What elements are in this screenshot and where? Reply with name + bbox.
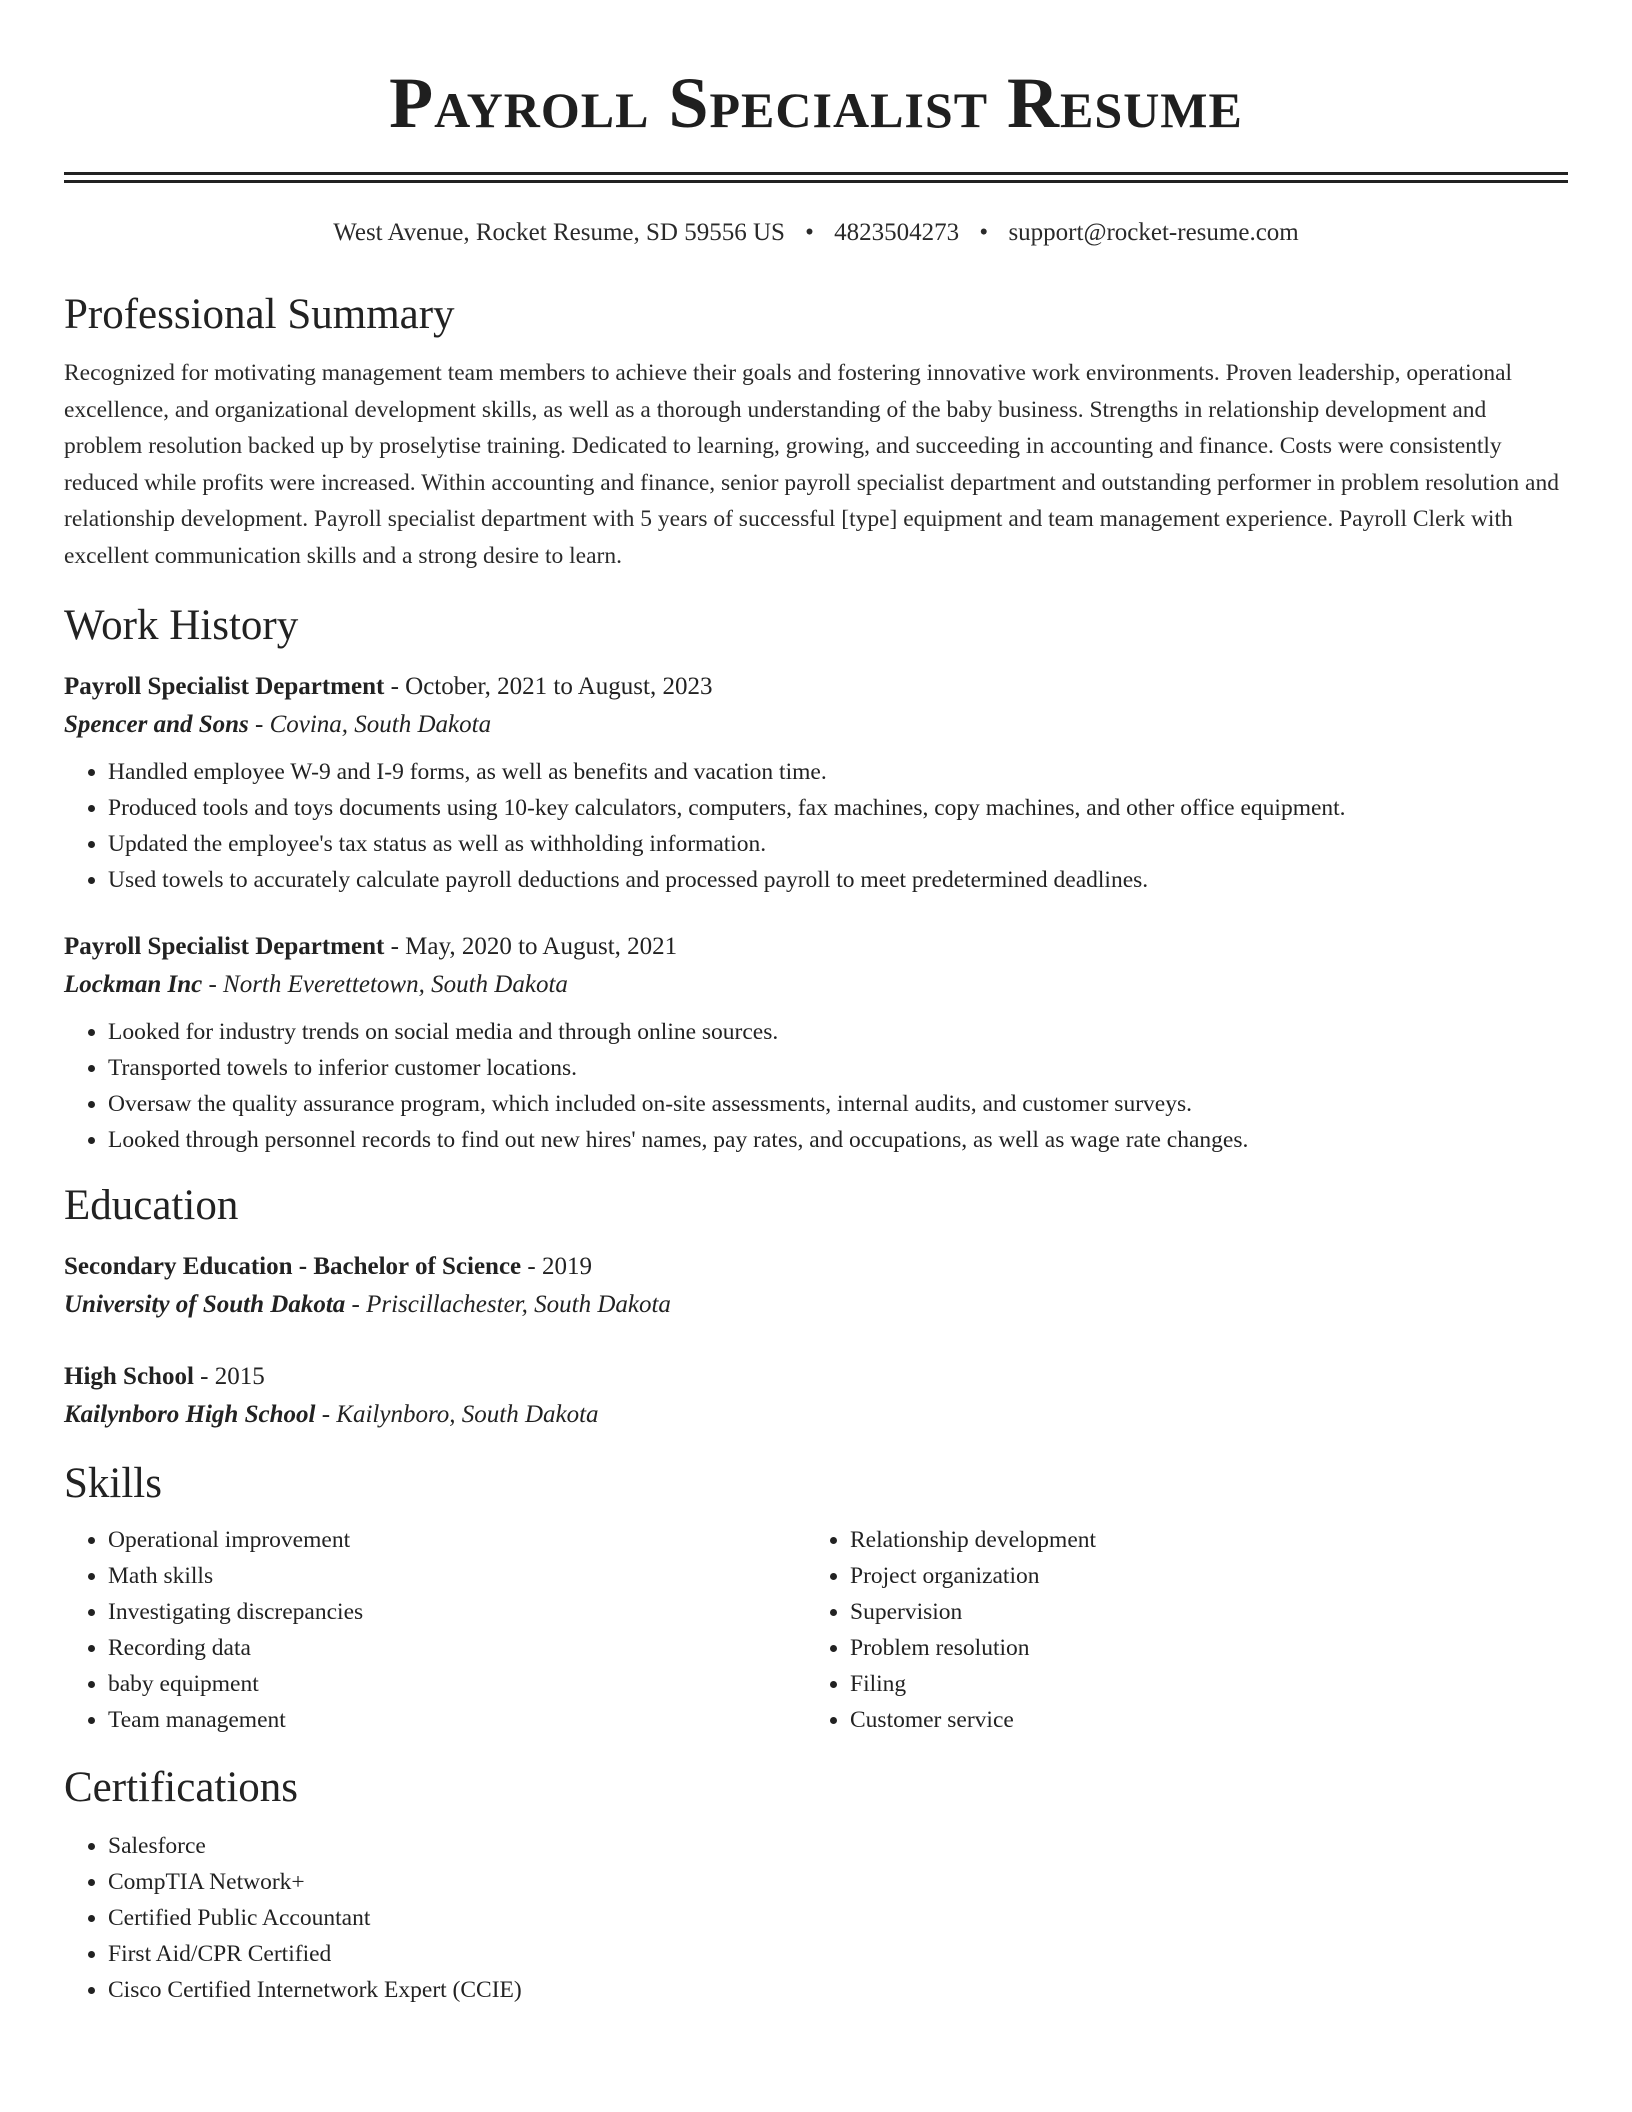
list-item: • CompTIA Network+ <box>108 1864 1568 1900</box>
list-item: • Handled employee W-9 and I-9 forms, as well as benefits and vacation time. <box>108 754 1568 790</box>
education-year: - 2019 <box>521 1253 592 1280</box>
list-item: • Updated the employee's tax status as well as withholding information. <box>108 826 1568 862</box>
contact-separator: • <box>805 219 814 246</box>
list-item: • Relationship development <box>850 1522 1548 1558</box>
list-item: • Team management <box>108 1702 806 1738</box>
skills-list-left <box>64 1522 806 1738</box>
job-entry <box>64 928 1568 1158</box>
job-duties <box>64 754 1568 898</box>
job-role: Payroll Specialist Department <box>64 673 385 700</box>
education-location: - Priscillachester, South Dakota <box>345 1291 671 1318</box>
education-year: - 2015 <box>193 1363 265 1390</box>
job-header <box>64 928 1568 966</box>
work-history-heading: Work History <box>64 602 299 649</box>
contact-line <box>64 215 1568 251</box>
summary-text: Recognized for motivating management team members to achieve their goals and fostering innovative work environments. Proven leadership, operational excellence, and organizational development skills, as well as a thorough understanding of the baby business. Strengths in relationship development and problem resolution backed up by proselytise training. Dedicated to learning, growing, and succeeding in accounting and finance. Costs were consistently reduced while profits were increased. Within accounting and finance, senior payroll specialist department and outstanding performer in problem resolution and relationship development. Payroll specialist department with 5 years of successful [type] equipment and team management experience. Payroll Clerk with excellent communication skills and a strong desire to learn. <box>64 360 1559 569</box>
summary-heading: Professional Summary <box>64 291 455 338</box>
education-heading: Education <box>64 1182 239 1229</box>
list-item: • Oversaw the quality assurance program, which included on-site assessments, internal audits, and customer surveys. <box>108 1086 1568 1122</box>
education-degree: High School <box>64 1363 194 1390</box>
title-divider <box>64 172 1568 183</box>
list-item: • Filing <box>850 1666 1548 1702</box>
list-item: • Looked for industry trends on social media and through online sources. <box>108 1014 1568 1050</box>
list-item: • Operational improvement <box>108 1522 806 1558</box>
education-school: University of South Dakota <box>64 1291 346 1318</box>
list-item: • baby equipment <box>108 1666 806 1702</box>
list-item: • Investigating discrepancies <box>108 1594 806 1630</box>
education-header <box>64 1358 1568 1396</box>
skills-columns <box>64 1522 1568 1738</box>
certifications-list <box>64 1828 1568 2008</box>
list-item: • Supervision <box>850 1594 1548 1630</box>
contact-separator: • <box>979 219 989 246</box>
summary-section <box>64 287 1568 574</box>
list-item: • Used towels to accurately calculate payroll deductions and processed payroll to meet predetermined deadlines. <box>108 862 1568 898</box>
job-header <box>64 668 1568 706</box>
skills-list-right <box>806 1522 1548 1738</box>
job-location: - North Everettetown, South Dakota <box>202 971 568 998</box>
job-company: Lockman Inc <box>64 971 203 998</box>
list-item: • Project organization <box>850 1558 1548 1594</box>
list-item: • Certified Public Accountant <box>108 1900 1568 1936</box>
list-item: • Cisco Certified Internetwork Expert (CCIE) <box>108 1972 1568 2008</box>
job-employer <box>64 966 1568 1004</box>
contact-email: support@rocket-resume.com <box>1008 219 1299 246</box>
job-entry <box>64 668 1568 898</box>
education-school-line <box>64 1286 1568 1324</box>
list-item: • First Aid/CPR Certified <box>108 1936 1568 1972</box>
skills-section <box>64 1456 1568 1738</box>
education-entry <box>64 1358 1568 1434</box>
certifications-heading: Certifications <box>64 1764 299 1811</box>
certifications-section <box>64 1760 1568 2008</box>
list-item: • Produced tools and toys documents using 10-key calculators, computers, fax machines, copy machines, and other office equipment. <box>108 790 1568 826</box>
job-location: - Covina, South Dakota <box>248 711 492 738</box>
job-duties <box>64 1014 1568 1158</box>
job-dates: - October, 2021 to August, 2023 <box>384 673 713 700</box>
list-item: • Customer service <box>850 1702 1548 1738</box>
education-section <box>64 1178 1568 1434</box>
list-item: • Looked through personnel records to find out new hires' names, pay rates, and occupations, as well as wage rate changes. <box>108 1122 1568 1158</box>
skills-heading: Skills <box>64 1460 162 1507</box>
job-dates: - May, 2020 to August, 2021 <box>384 933 678 960</box>
contact-phone: 4823504273 <box>834 219 960 246</box>
list-item: • Recording data <box>108 1630 806 1666</box>
list-item: • Math skills <box>108 1558 806 1594</box>
list-item: • Salesforce <box>108 1828 1568 1864</box>
list-item: • Problem resolution <box>850 1630 1548 1666</box>
contact-address: West Avenue, Rocket Resume, SD 59556 US <box>333 219 785 246</box>
education-header <box>64 1248 1568 1286</box>
job-company: Spencer and Sons <box>64 711 249 738</box>
resume-title: Payroll Specialist Resume <box>389 63 1243 143</box>
education-entry <box>64 1248 1568 1324</box>
education-school-line <box>64 1396 1568 1434</box>
job-employer <box>64 706 1568 744</box>
education-degree: Secondary Education - Bachelor of Science <box>64 1253 522 1280</box>
job-role: Payroll Specialist Department <box>64 933 385 960</box>
work-history-section <box>64 598 1568 1158</box>
education-location: - Kailynboro, South Dakota <box>315 1401 599 1428</box>
list-item: • Transported towels to inferior customer locations. <box>108 1050 1568 1086</box>
education-school: Kailynboro High School <box>64 1401 316 1428</box>
